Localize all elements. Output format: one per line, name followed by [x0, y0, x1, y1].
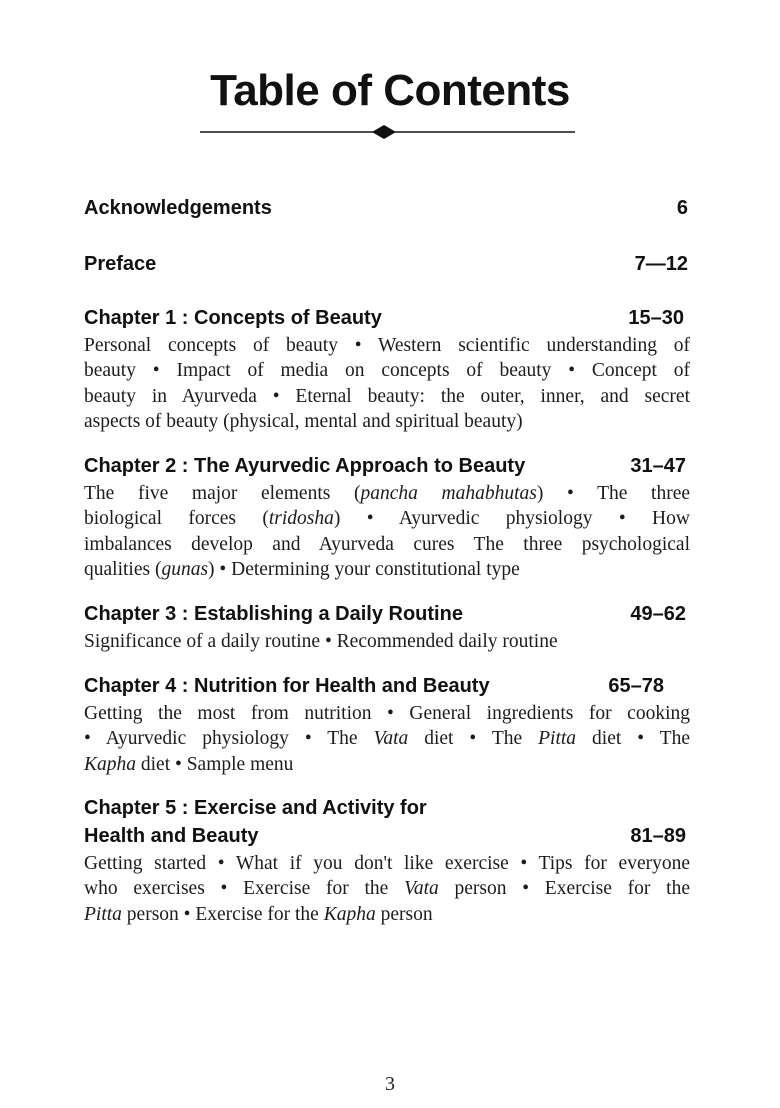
italic-term: Pitta: [538, 728, 577, 750]
italic-term: Kapha: [323, 903, 376, 925]
description-line: qualities (gunas) • Determining your constitutional type: [84, 558, 520, 580]
italic-term: gunas: [161, 558, 209, 580]
page-number: 3: [385, 1073, 395, 1095]
entry-pages: 49–62: [630, 603, 686, 625]
description-line: imbalances develop and Ayurveda cures The three psychological: [84, 533, 690, 555]
description-line: Pitta person • Exercise for the Kapha person: [84, 903, 433, 925]
toc-entry-chapter-5-line-1[interactable]: [84, 797, 688, 820]
description-line: aspects of beauty (physical, mental and spiritual beauty): [84, 410, 523, 432]
entry-pages: 31–47: [630, 455, 686, 477]
entry-title: Chapter 3 : Establishing a Daily Routine: [84, 603, 463, 625]
toc-entry-chapter-1[interactable]: [84, 307, 688, 330]
entry-title: Chapter 1 : Concepts of Beauty: [84, 307, 382, 329]
entry-title: Chapter 2 : The Ayurvedic Approach to Beauty: [84, 455, 526, 477]
chapter-5-description: [84, 851, 690, 927]
description-line: • Ayurvedic physiology • The Vata diet • The Pitta diet • The: [84, 728, 690, 750]
entry-pages: 7—12: [634, 253, 688, 275]
description-line: Significance of a daily routine • Recommended daily routine: [84, 631, 558, 652]
toc-entry-chapter-5[interactable]: [84, 825, 688, 848]
page-title: Table of Contents: [210, 66, 570, 115]
italic-term: pancha mahabhutas: [360, 483, 537, 504]
description-line: biological forces (tridosha) • Ayurvedic physiology • How: [84, 508, 690, 530]
toc-entry-chapter-3[interactable]: [84, 603, 688, 626]
entry-title: Chapter 5 : Exercise and Activity for: [84, 797, 427, 819]
chapter-2-description: [84, 481, 690, 582]
description-line: beauty • Impact of media on concepts of beauty • Concept of: [84, 360, 690, 382]
italic-term: Kapha: [84, 753, 137, 775]
entry-pages: 81–89: [630, 825, 686, 847]
chapter-3-description: [84, 629, 690, 654]
toc-entry-chapter-2[interactable]: [84, 455, 688, 478]
italic-term: Vata: [373, 728, 409, 750]
toc-entry-preface[interactable]: [84, 253, 688, 276]
entry-title: Acknowledgements: [84, 197, 272, 219]
description-line: Getting the most from nutrition • General ingredients for cooking: [84, 703, 690, 724]
title-divider-ornament: [200, 122, 575, 142]
description-line: beauty in Ayurveda • Eternal beauty: the outer, inner, and secret: [84, 385, 690, 407]
italic-term: Vata: [404, 878, 439, 900]
description-line: Getting started • What if you don't like exercise • Tips for everyone: [84, 853, 690, 874]
toc-entry-acknowledgements[interactable]: [84, 197, 688, 220]
entry-pages: 6: [676, 197, 688, 219]
entry-title: Chapter 4 : Nutrition for Health and Beauty: [84, 675, 490, 697]
entry-title: Health and Beauty: [84, 825, 259, 847]
entry-title: Preface: [84, 253, 157, 275]
description-line: who exercises • Exercise for the Vata person • Exercise for the: [84, 878, 690, 900]
chapter-4-description: [84, 701, 690, 777]
italic-term: tridosha: [268, 508, 334, 530]
description-line: The five major elements (pancha mahabhutas) • The three: [84, 483, 690, 504]
entry-pages: 15–30: [628, 307, 684, 329]
diamond-icon: [372, 125, 396, 139]
description-line: Personal concepts of beauty • Western scientific understanding of: [84, 335, 690, 356]
entry-pages: 65–78: [608, 675, 664, 697]
chapter-1-description: [84, 333, 690, 434]
toc-entry-chapter-4[interactable]: [84, 675, 688, 698]
description-line: Kapha diet • Sample menu: [84, 753, 294, 775]
italic-term: Pitta: [84, 903, 122, 925]
